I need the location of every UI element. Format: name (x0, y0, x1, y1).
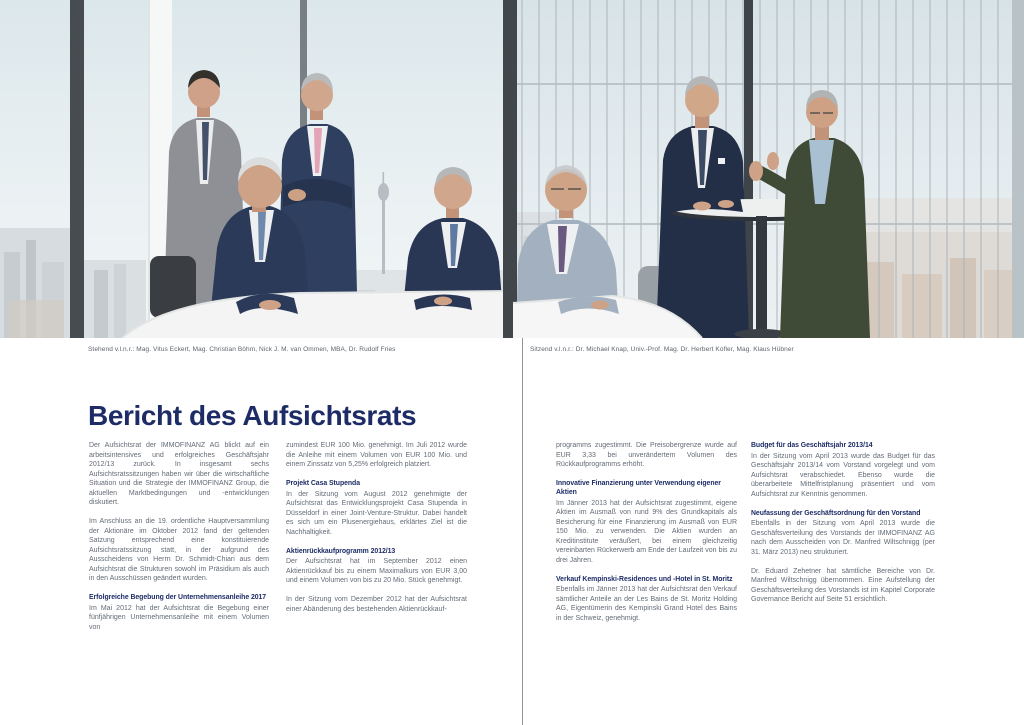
photo-caption-right: Sitzend v.l.n.r.: Dr. Michael Knap, Univ.-Prof. Mag. Dr. Herbert Kofler, Mag. Klaus Hübner (530, 346, 794, 353)
section-heading: Aktienrückkaufprogramm 2012/13 (286, 547, 396, 555)
section-heading: Budget für das Geschäftsjahr 2013/14 (751, 442, 873, 449)
window-mullion (503, 0, 517, 338)
paragraph: In der Sitzung vom Dezember 2012 hat der Aufsichtsrat einer Abänderung des bestehenden Aktienrückkauf- (286, 596, 467, 613)
paragraph: programms zugestimmt. Die Preisobergrenze wurde auf EUR 3,33 bei unverändertem Volumen des Rückkaufprogramms erhöht. (556, 442, 737, 468)
photo-caption-left: Stehend v.l.n.r.: Mag. Vitus Eckert, Mag. Christian Böhm, Nick J. M. van Ommen, MBA, Dr. Rudolf Fries (88, 346, 396, 353)
paragraph: Dr. Eduard Zehetner hat sämtliche Bereiche von Dr. Manfred Wiltschnigg übernommen. Eine Aufstellung der Geschäftsverteilung des Vorstands ist im Kapitel Corporate Governance Bericht auf Seite 51 ersichtlich. (751, 567, 935, 603)
text-column-2 (286, 441, 467, 624)
text-column-1 (89, 441, 269, 642)
page-title: Bericht des Aufsichtsrats (88, 400, 417, 431)
paragraph: Der Aufsichtsrat hat im September 2012 einen Aktienrückkauf bis zu einem Maximalkurs von EUR 3,00 und einem Volumen von bis zu 20 Mio. Stück genehmigt. (286, 558, 467, 584)
board-photo-illustration (0, 0, 1024, 338)
paragraph: Der Aufsichtsrat der IMMOFINANZ AG blickt auf ein arbeitsintensives und erfolgreiches Geschäftsjahr 2012/13 zurück. In insgesamt sechs Aufsichtsratssitzungen haben wir über die wirtschaftliche Situation und die Strategie der IMMOFINANZ Group, die aktuellen Marktbedingungen und -entwicklungen diskutiert. (89, 442, 269, 506)
section-heading: Projekt Casa Stupenda (286, 480, 361, 487)
paragraph: Im Mai 2012 hat der Aufsichtsrat die Begebung einer fünfjährigen Unternehmensanleihe mit einem Volumen von (89, 604, 269, 631)
board-photo (0, 0, 1024, 338)
window-mullion (70, 0, 84, 338)
paragraph: Ebenfalls im Jänner 2013 hat der Aufsichtsrat den Verkauf sämtlicher Anteile an der Les Bains de St. Moritz Holding AG, Eigentümerin des Kempinski Grand Hotel des Bains in der Schweiz, genehmigt. (556, 586, 737, 622)
section-heading: Verkauf Kempinski-Residences und -Hotel in St. Moritz (556, 575, 733, 583)
text-column-3 (556, 441, 737, 633)
section-heading: Neufassung der Geschäftsordnung für den Vorstand (751, 509, 921, 517)
paragraph: In der Sitzung vom April 2013 wurde das Budget für das Geschäftsjahr 2013/14 vom Vorstand vorgelegt und vom Aufsichtsrat verabschiedet. Ebenso wurde die überarbeitete Mittelfristplanung präsentiert und vom Aufsichtsrat zur Kenntnis genommen. (751, 452, 935, 498)
section-heading: Erfolgreiche Begebung der Unternehmensanleihe 2017 (89, 594, 267, 601)
paragraph: In der Sitzung vom August 2012 genehmigte der Aufsichtsrat das Entwicklungsprojekt Casa Stupenda in Düsseldorf in einer Joint-Venture-Struktur. Dabei handelt es sich um ein Plusenergiehaus, erklärtes Ziel ist die Nachhaltigkeit. (286, 490, 467, 536)
page-divider (522, 338, 523, 725)
section-heading: Innovative Finanzierung unter Verwendung eigener Aktien (556, 480, 721, 496)
left-photo-scene (0, 0, 513, 338)
text-column-4 (751, 441, 935, 614)
paragraph: Im Jänner 2013 hat der Aufsichtsrat zugestimmt, eigene Aktien im Ausmaß von rund 9% des Grundkapitals als Besicherung für eine Finanzierung im Ausmaß von EUR 150 Mio. zu verwenden. Die Aktien wurden an Kreditinstitute veräußert, bei einem gleichzeitig vereinbarten Rückerwerb am Ende der Laufzeit von bis zu drei Jahren. (556, 499, 737, 564)
paragraph: Im Anschluss an die 19. ordentliche Hauptversammlung der Aktionäre im Oktober 2012 fand der geltenden Satzung entsprechend eine konstituierende Aufsichtsratssitzung statt, in der aufgrund des Ausscheidens von Herrn Dr. Schmidt-Chiari aus dem Aufsichtsrat die Strukturen sowohl im Präsidium als auch in den Ausschüssen geändert wurden. (89, 518, 269, 582)
paragraph: Ebenfalls in der Sitzung vom April 2013 wurde die Geschäftsverteilung des Vorstands der IMMOFINANZ AG nach dem Ausscheiden von Dr. Manfred Wiltschnigg (per 31. März 2013) neu strukturiert. (751, 520, 935, 556)
right-photo-scene (503, 0, 1024, 338)
paragraph: zumindest EUR 100 Mio. genehmigt. Im Juli 2012 wurde die Anleihe mit einem Volumen von EUR 100 Mio. und einem Zinssatz von 5,25% erfolgreich platziert. (286, 442, 467, 468)
